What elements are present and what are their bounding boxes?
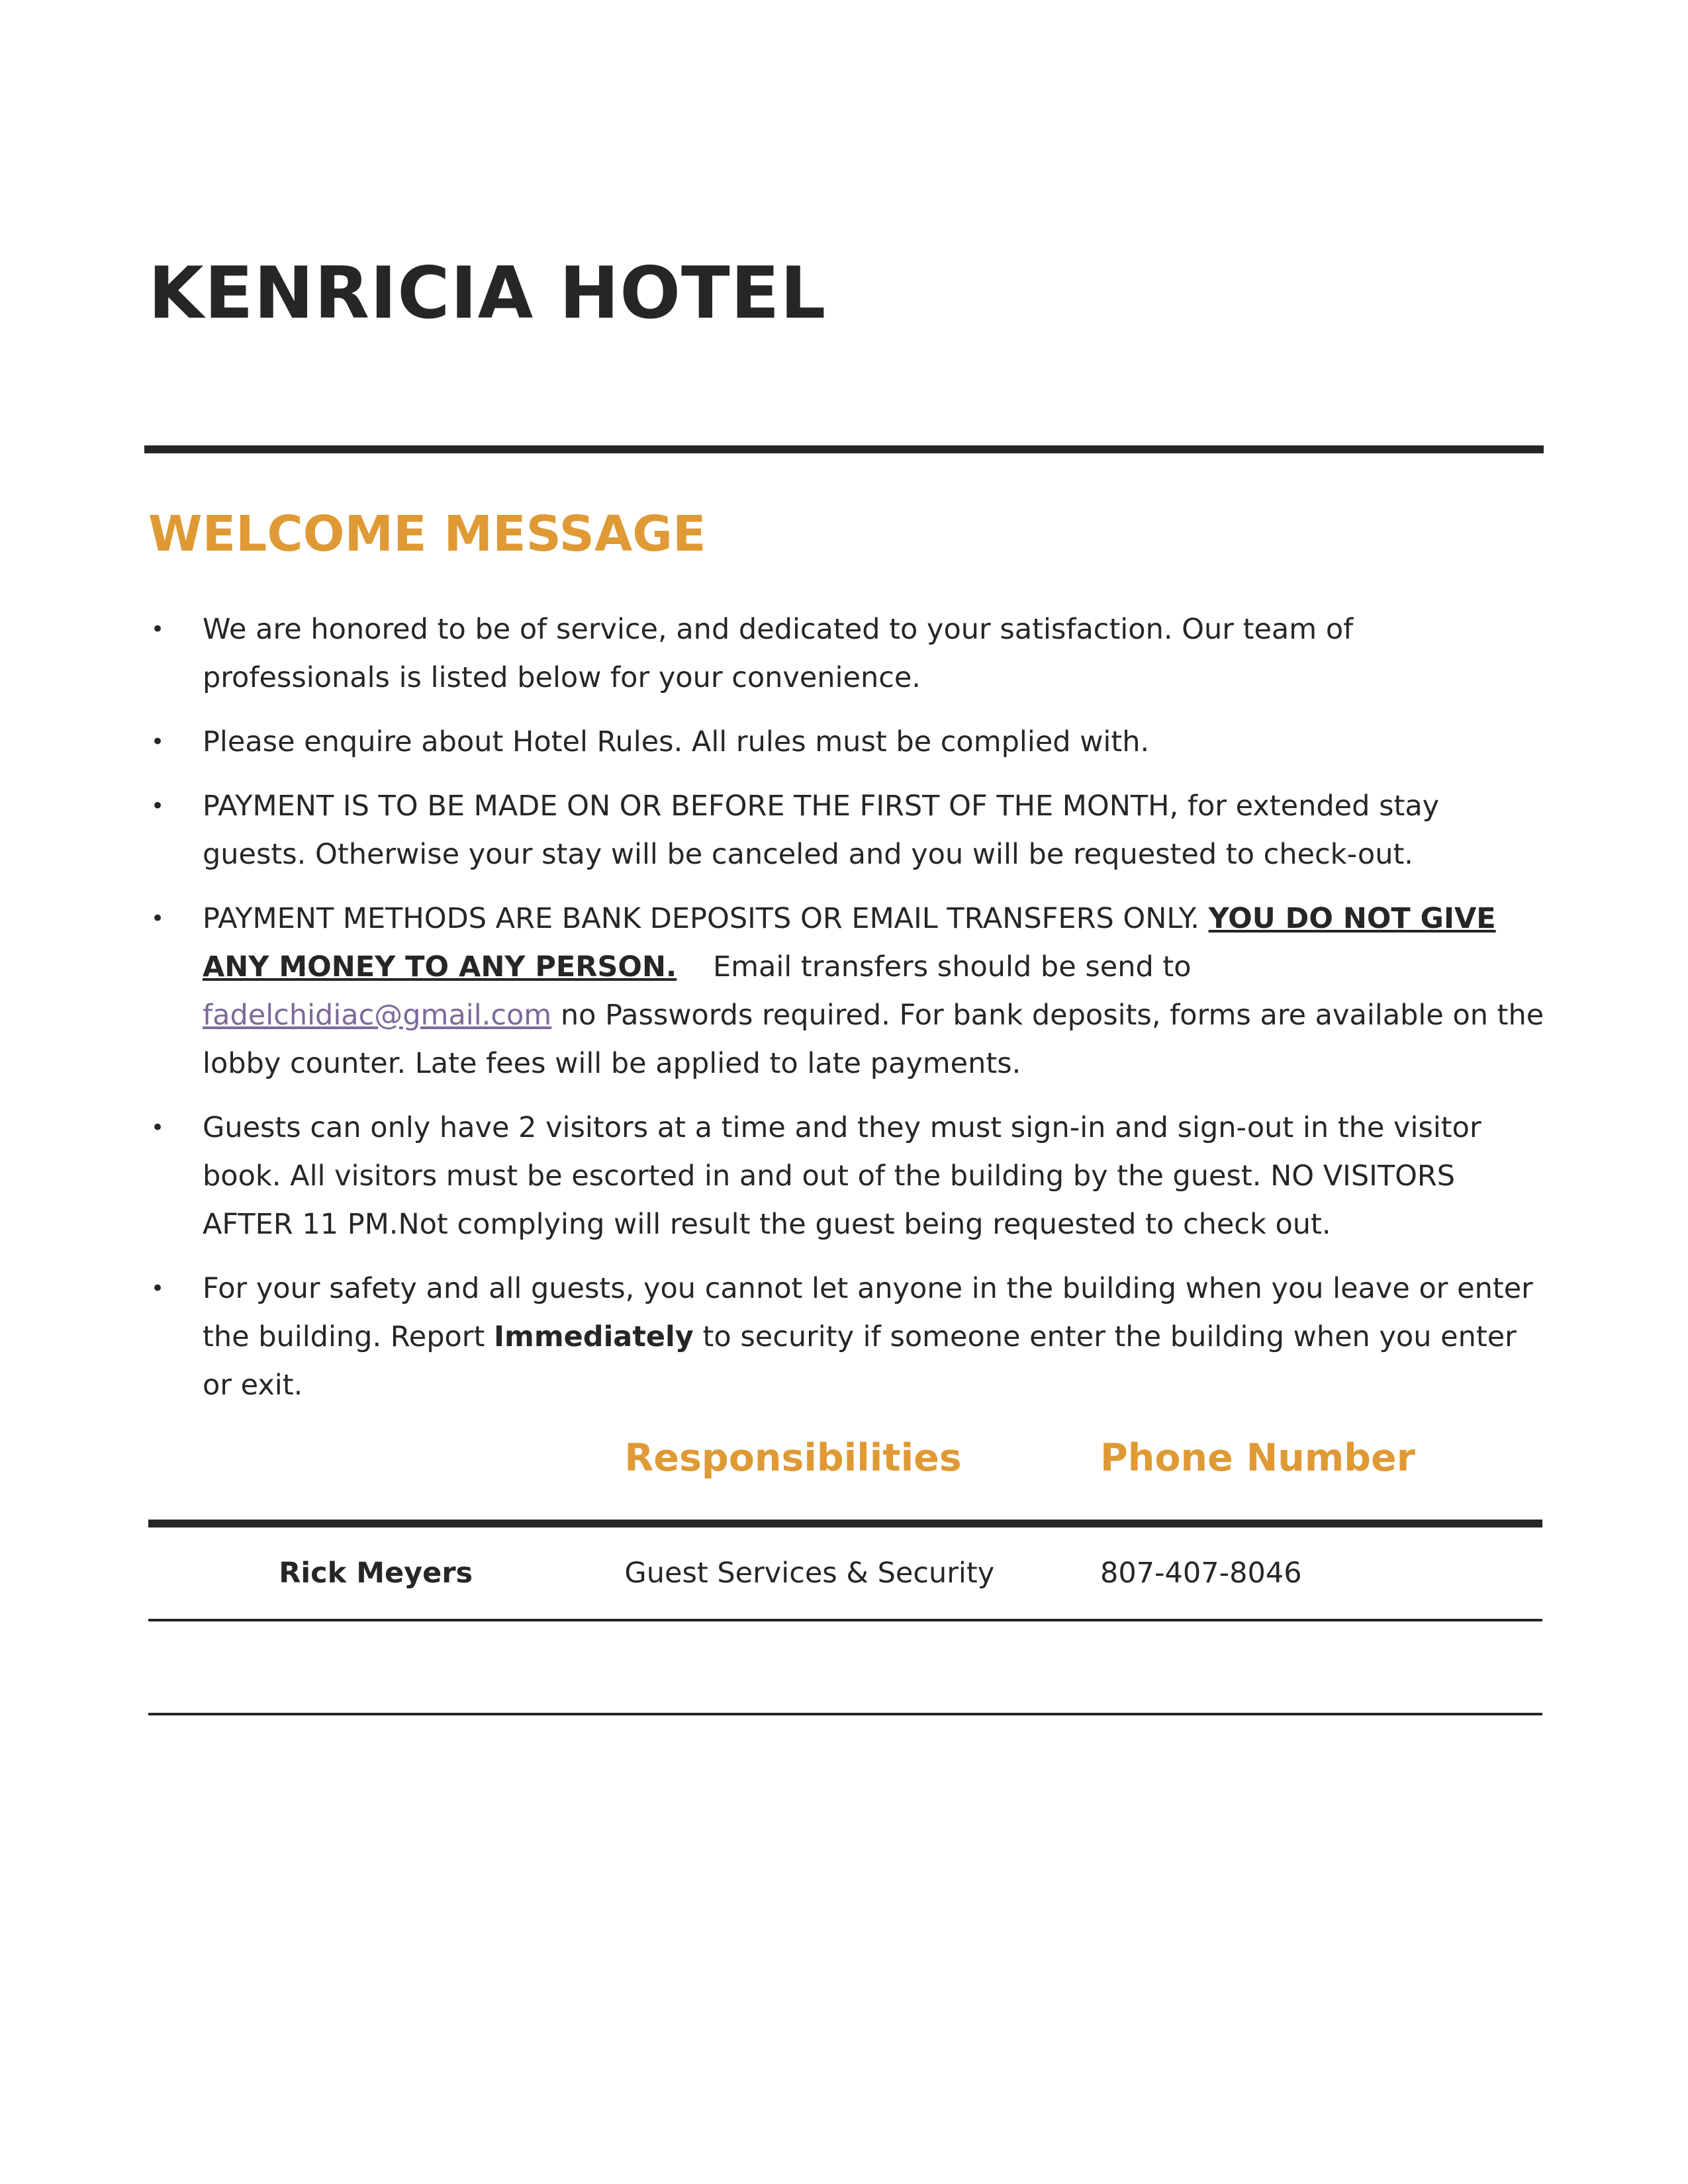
bullet-item xyxy=(148,718,1549,766)
immediately-emphasis: Immediately xyxy=(494,1320,694,1353)
bullet-icon: • xyxy=(151,1115,165,1141)
staff-phone: 807-407-8046 xyxy=(1079,1524,1542,1620)
bullet-text: no Passwords required. For bank deposits, forms are available on the lobby counter. Late fees will be applied to late payments. xyxy=(203,999,1544,1080)
bullet-icon: • xyxy=(151,616,165,643)
staff-name: Rick Meyers xyxy=(148,1524,603,1620)
bullet-item xyxy=(148,895,1549,1088)
bullet-text: to security if someone enter the building when you enter or exit. xyxy=(203,1320,1517,1402)
bullet-text: Guests can only have 2 visitors at a time and they must sign-in and sign-out in the visitor book. All visitors must be escorted in and out of the building by the guest. NO VISITORS AFTER 11 PM.Not complying will result the guest being requested to check out. xyxy=(203,1111,1481,1241)
bullet-text: PAYMENT METHODS ARE BANK DEPOSITS OR EMAIL TRANSFERS ONLY. xyxy=(203,902,1209,935)
bullet-icon: • xyxy=(151,905,165,932)
bullet-item xyxy=(148,1104,1549,1249)
bullet-text: Please enquire about Hotel Rules. All rules must be complied with. xyxy=(203,725,1150,758)
bullet-item xyxy=(148,606,1549,702)
table-row xyxy=(148,1524,1542,1620)
bullet-text: PAYMENT IS TO BE MADE ON OR BEFORE THE FIRST OF THE MONTH, for extended stay guests. Otherwise your stay will be canceled and you will be requested to check-out. xyxy=(203,790,1440,871)
welcome-bullet-list xyxy=(148,606,1549,1426)
payment-warning: YOU DO NOT GIVE ANY MONEY TO ANY PERSON. xyxy=(203,902,1496,983)
email-link[interactable]: fadelchidiac@gmail.com xyxy=(203,999,552,1032)
bullet-icon: • xyxy=(151,793,165,819)
page-title: KENRICIA HOTEL xyxy=(148,252,827,335)
title-divider xyxy=(144,445,1544,453)
staff-phone xyxy=(1079,1620,1542,1714)
table-row xyxy=(148,1620,1542,1714)
bullet-item xyxy=(148,782,1549,879)
header-phone-number: Phone Number xyxy=(1079,1436,1542,1524)
staff-responsibility xyxy=(603,1620,1079,1714)
table-header-row xyxy=(148,1436,1542,1524)
bullet-icon: • xyxy=(151,729,165,755)
header-name xyxy=(148,1436,603,1524)
header-responsibilities: Responsibilities xyxy=(603,1436,1079,1524)
staff-table xyxy=(148,1436,1542,1715)
staff-name xyxy=(148,1620,603,1714)
bullet-icon: • xyxy=(151,1275,165,1302)
section-heading: WELCOME MESSAGE xyxy=(148,506,706,563)
bullet-text: Email transfers should be send to xyxy=(677,950,1201,983)
staff-responsibility: Guest Services & Security xyxy=(603,1524,1079,1620)
bullet-item xyxy=(148,1265,1549,1410)
bullet-text: For your safety and all guests, you cannot let anyone in the building when you leave or enter the building. Report xyxy=(203,1272,1533,1353)
bullet-text: We are honored to be of service, and dedicated to your satisfaction. Our team of professionals is listed below for your convenience. xyxy=(203,613,1354,694)
